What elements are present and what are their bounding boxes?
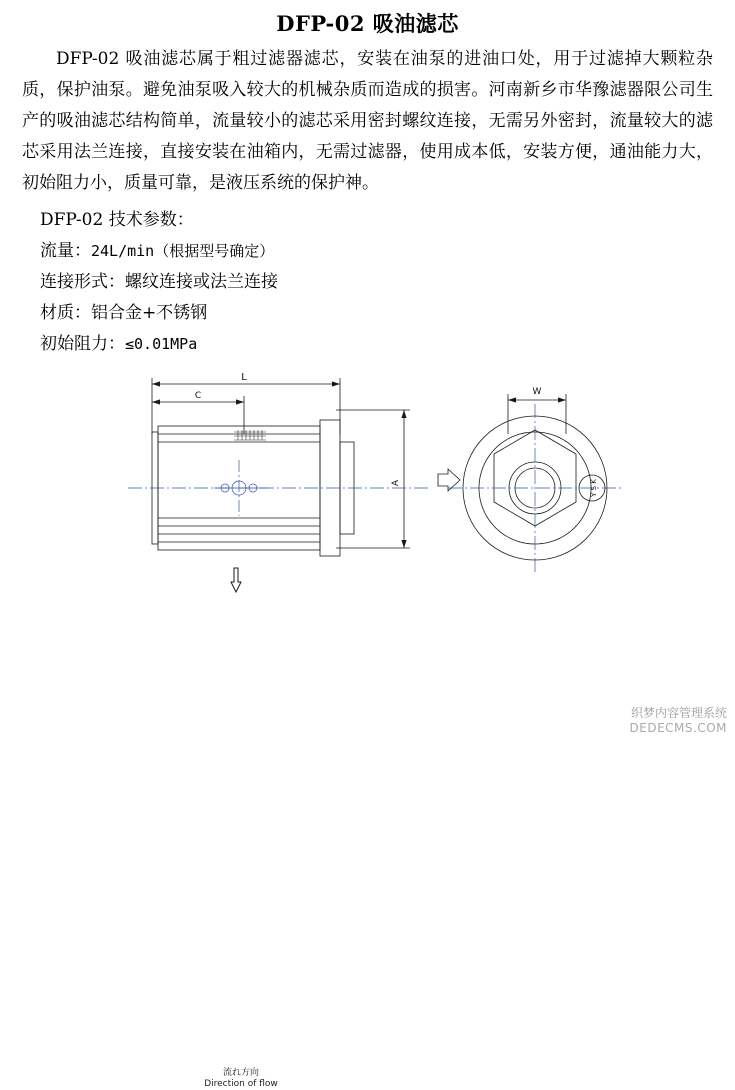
spec-row-flow (40, 236, 713, 267)
spec-row-resistance (40, 329, 713, 360)
flow-direction-en: Direction of flow (204, 1079, 278, 1089)
spec-value-flow: 24L/min（根据型号确定） (91, 242, 275, 260)
watermark-domain: DEDECMS.COM (629, 721, 727, 735)
page-container (0, 8, 735, 1089)
intro-paragraph: DFP-02 吸油滤芯属于粗过滤器滤芯，安装在油泵的进油口处，用于过滤掉大颗粒杂质，保护油泵。避免油泵吸入较大的机械杂质而造成的损害。河南新乡市华豫滤器限公司生产的吸油滤芯结构简单，流量较小的滤芯采用密封螺纹连接，无需另外密封，流量较大的滤芯采用法兰连接，直接安装在油箱内，无需过滤器，使用成本低，安装方便，通油能力大，初始阻力小，质量可靠，是液压系统的保护神。 (22, 49, 713, 193)
watermark-cn: 织梦内容管理系统 (630, 706, 727, 720)
flow-direction-label (196, 1068, 286, 1090)
spec-heading: DFP-02 技术参数： (40, 210, 194, 230)
spec-label-material: 材质： (40, 303, 91, 323)
dim-label-a: A (391, 479, 401, 487)
spec-label-flow: 流量： (40, 241, 91, 261)
flow-direction-cn: 流れ方向 (222, 1068, 259, 1078)
spec-label-connection: 连接形式： (40, 272, 125, 292)
spec-row-connection (40, 267, 713, 298)
page-title: DFP-02 吸油滤芯 (276, 11, 459, 36)
spec-value-connection: 螺纹连接或法兰连接 (125, 272, 278, 292)
dim-label-c: C (194, 391, 202, 401)
dim-label-w: W (532, 387, 542, 397)
dim-label-l: L (241, 372, 247, 383)
spec-value-material: 铝合金+不锈钢 (91, 303, 208, 323)
spec-value-resistance: ≤0.01MPa (125, 335, 198, 353)
spec-row-material (40, 298, 713, 329)
brand-mark-label: Y S K (590, 479, 598, 497)
spec-label-resistance: 初始阻力： (40, 334, 125, 354)
